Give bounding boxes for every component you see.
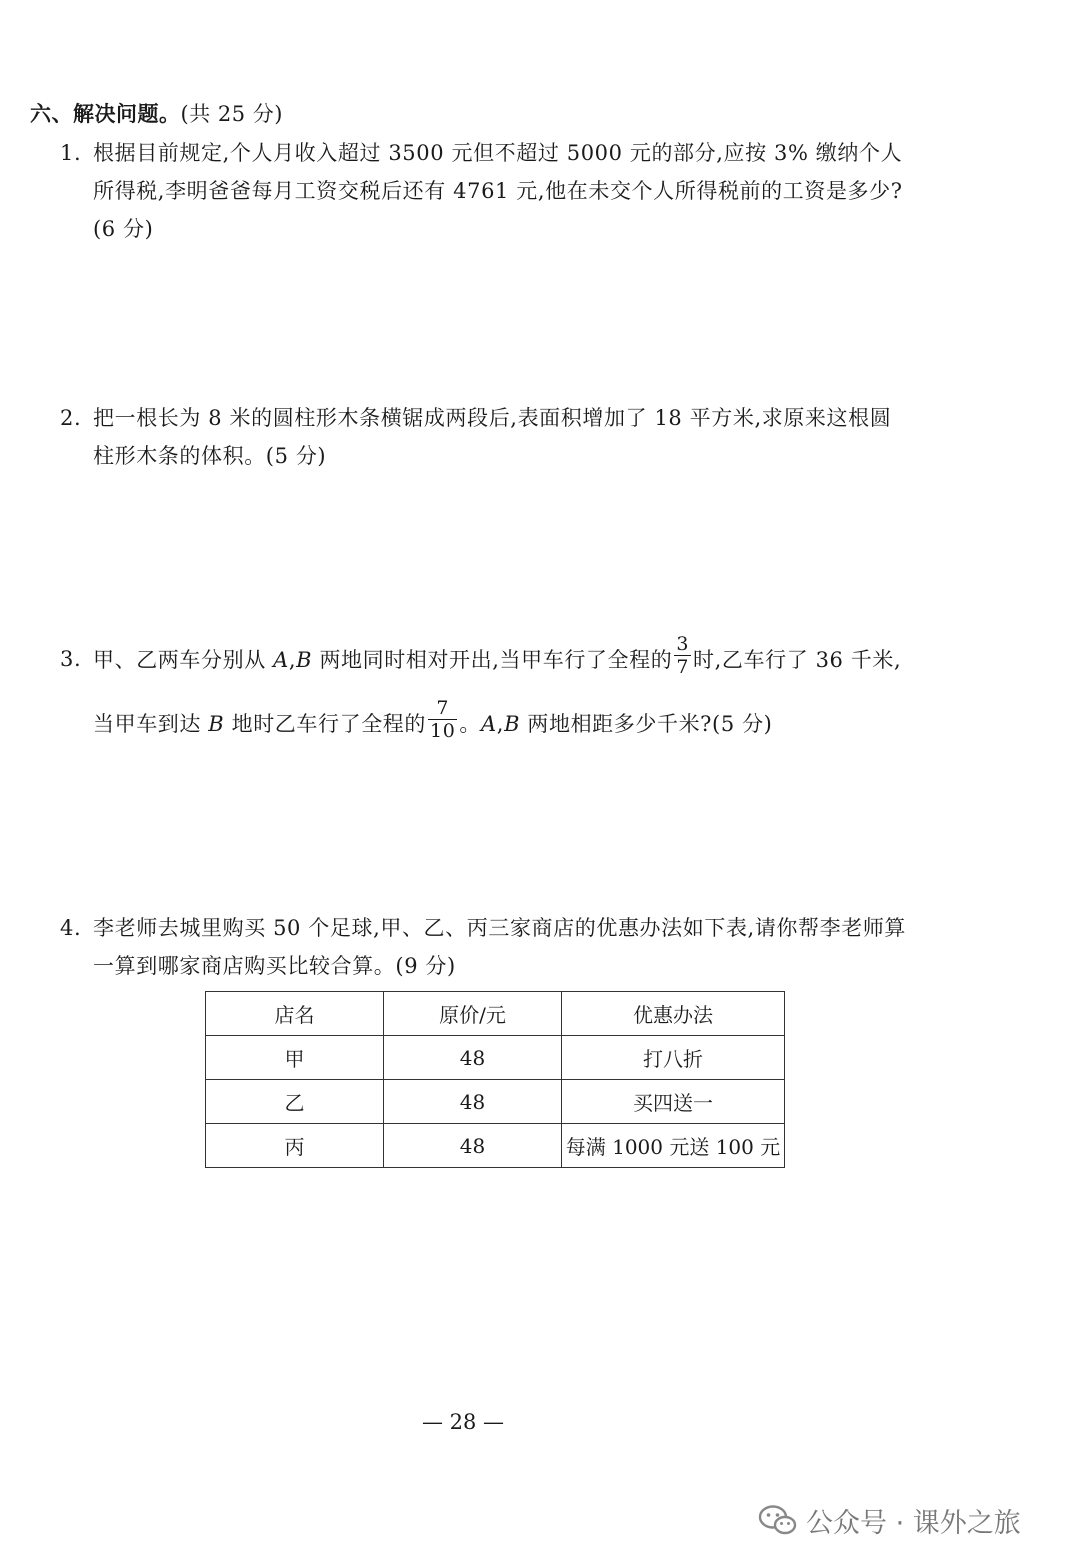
- table-row: [206, 1080, 785, 1124]
- question-number: 4.: [60, 916, 82, 940]
- question-number: 2.: [60, 406, 82, 430]
- cell-discount: 每满 1000 元送 100 元: [562, 1124, 785, 1168]
- question-3: [60, 628, 910, 756]
- cell-price: 48: [384, 1124, 562, 1168]
- fraction-seven-tenths: $\frac{7}{10}$: [430, 697, 456, 742]
- cell-shop: 甲: [206, 1036, 384, 1080]
- question-text: 把一根长为 8 米的圆柱形木条横锯成两段后,表面积增加了 18 平方米,求原来这根圆柱形木条的体积。(5 分): [93, 406, 892, 468]
- wechat-icon: [758, 1504, 798, 1536]
- question-4: [60, 909, 910, 985]
- question-number: 1.: [60, 141, 82, 165]
- watermark-text: 公众号 · 课外之旅: [806, 1507, 1021, 1539]
- section-points: (共 25 分): [180, 102, 283, 126]
- page-number: — 28 —: [421, 1410, 505, 1434]
- cell-shop: 丙: [206, 1124, 384, 1168]
- question-text: 甲、乙两车分别从 A,B 两地同时相对开出,当甲车行了全程的 $\frac{3}{7}$ 时,乙车行了 36 千米,当甲车到达 B 地时乙车行了全程的 $\frac{7}{10}$ 。A,B 两地相距多少千米?(5 分): [93, 633, 902, 742]
- watermark: [758, 1500, 1021, 1540]
- table-header-row: [206, 992, 785, 1036]
- cell-price: 48: [384, 1080, 562, 1124]
- question-1: [60, 134, 910, 248]
- question-text: 李老师去城里购买 50 个足球,甲、乙、丙三家商店的优惠办法如下表,请你帮李老师算一算到哪家商店购买比较合算。(9 分): [93, 916, 907, 978]
- table-row: [206, 1036, 785, 1080]
- question-2: [60, 399, 910, 475]
- section-heading: 六、解决问题。: [30, 102, 181, 126]
- section-title: [30, 98, 283, 128]
- cell-discount: 打八折: [562, 1036, 785, 1080]
- header-original-price: 原价/元: [384, 992, 562, 1036]
- discount-table: [205, 991, 785, 1168]
- cell-price: 48: [384, 1036, 562, 1080]
- table-row: [206, 1124, 785, 1168]
- header-shop-name: 店名: [206, 992, 384, 1036]
- header-discount: 优惠办法: [562, 992, 785, 1036]
- fraction-three-sevenths: $\frac{3}{7}$: [676, 633, 690, 678]
- question-number: 3.: [60, 647, 82, 671]
- question-text: 根据目前规定,个人月收入超过 3500 元但不超过 5000 元的部分,应按 3% 缴纳个人所得税,李明爸爸每月工资交税后还有 4761 元,他在未交个人所得税前的工资是多少?(6 分): [93, 141, 903, 241]
- cell-shop: 乙: [206, 1080, 384, 1124]
- cell-discount: 买四送一: [562, 1080, 785, 1124]
